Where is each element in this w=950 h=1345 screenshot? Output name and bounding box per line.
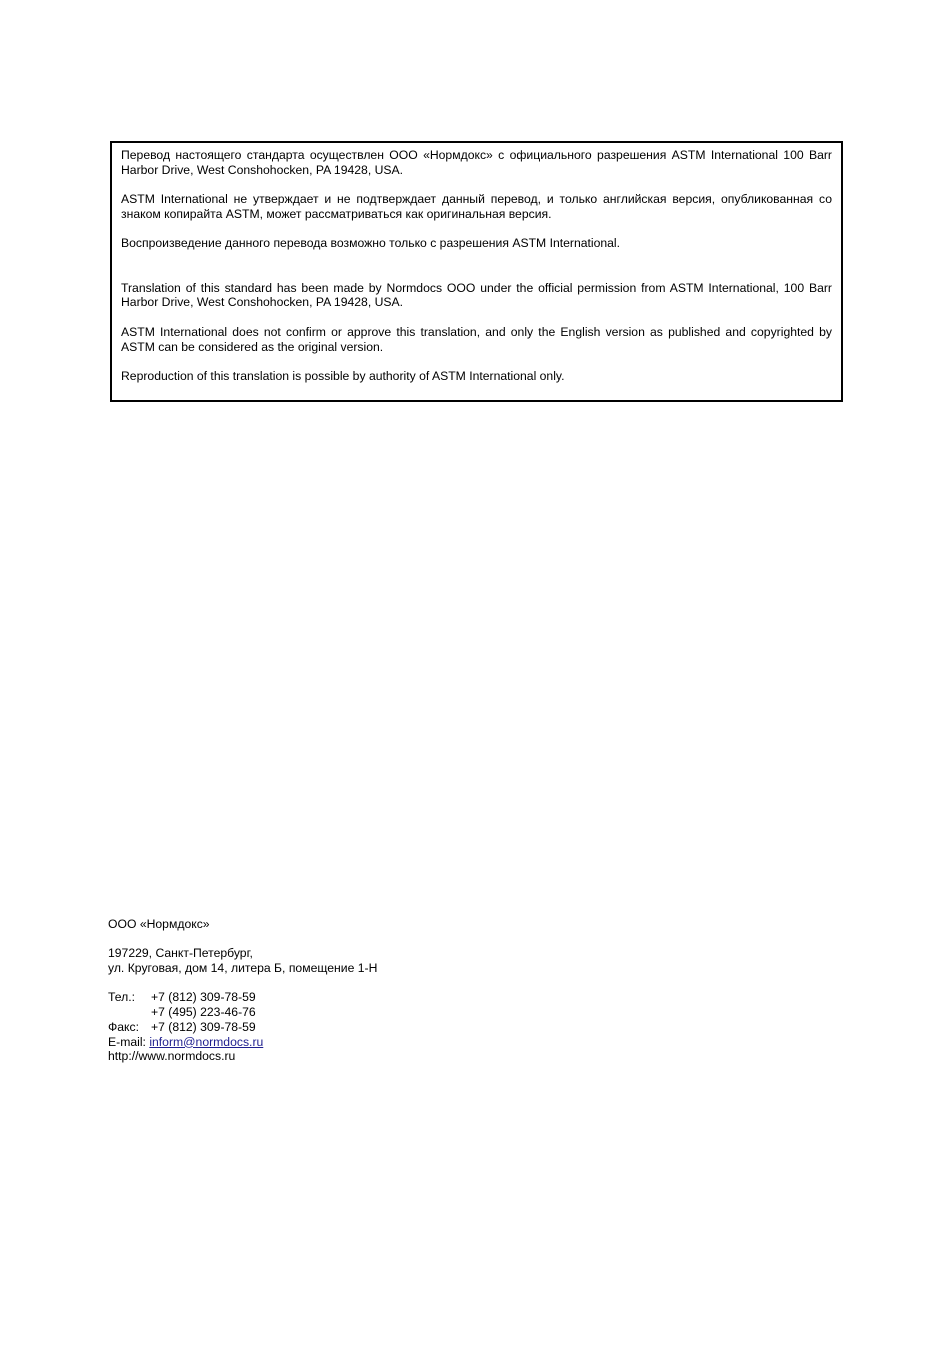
company-name: ООО «Нормдокс» <box>108 917 210 931</box>
phone-row-1 <box>108 990 508 1005</box>
email-row <box>108 1035 508 1050</box>
phone-label: Тел.: <box>108 990 136 1005</box>
phone-number-2: +7 (495) 223-46-76 <box>151 1005 256 1020</box>
notice-paragraph-en-3: Reproduction of this translation is possible by authority of ASTM International only. <box>121 369 565 384</box>
phone-row-2 <box>108 1005 508 1020</box>
address-line-2: ул. Круговая, дом 14, литера Б, помещение 1-Н <box>108 961 378 976</box>
translation-notice-box <box>110 141 843 402</box>
address-line-1: 197229, Санкт-Петербург, <box>108 946 253 961</box>
email-label: E-mail: <box>108 1034 146 1049</box>
notice-paragraph-ru-2: ASTM International не утверждает и не подтверждает данный перевод, и только английская версия, опубликованная со знаком копирайта ASTM, может рассматриваться как оригинальная версия. <box>121 192 832 221</box>
contact-block <box>108 917 508 1064</box>
fax-number: +7 (812) 309-78-59 <box>151 1019 256 1034</box>
notice-paragraph-en-2: ASTM International does not confirm or approve this translation, and only the English version as published and copyrighted by ASTM can be considered as the original version. <box>121 324 832 354</box>
notice-paragraph-ru-3: Воспроизведение данного перевода возможно только с разрешения ASTM International. <box>121 236 621 251</box>
website-text: http://www.normdocs.ru <box>108 1049 236 1064</box>
email-link[interactable]: inform@normdocs.ru <box>149 1034 264 1049</box>
notice-paragraph-ru-1: Перевод настоящего стандарта осуществлен ООО «Нормдокс» с официального разрешения ASTM International 100 Barr Harbor Drive, West Conshohocken, PA 19428, USA. <box>121 148 832 177</box>
notice-paragraph-en-1: Translation of this standard has been made by Normdocs OOO under the official permission from ASTM International, 100 Barr Harbor Drive, West Conshohocken, PA 19428, USA. <box>121 280 832 310</box>
fax-label: Факс: <box>108 1019 139 1034</box>
phone-number-1: +7 (812) 309-78-59 <box>151 990 256 1005</box>
fax-row <box>108 1020 508 1035</box>
